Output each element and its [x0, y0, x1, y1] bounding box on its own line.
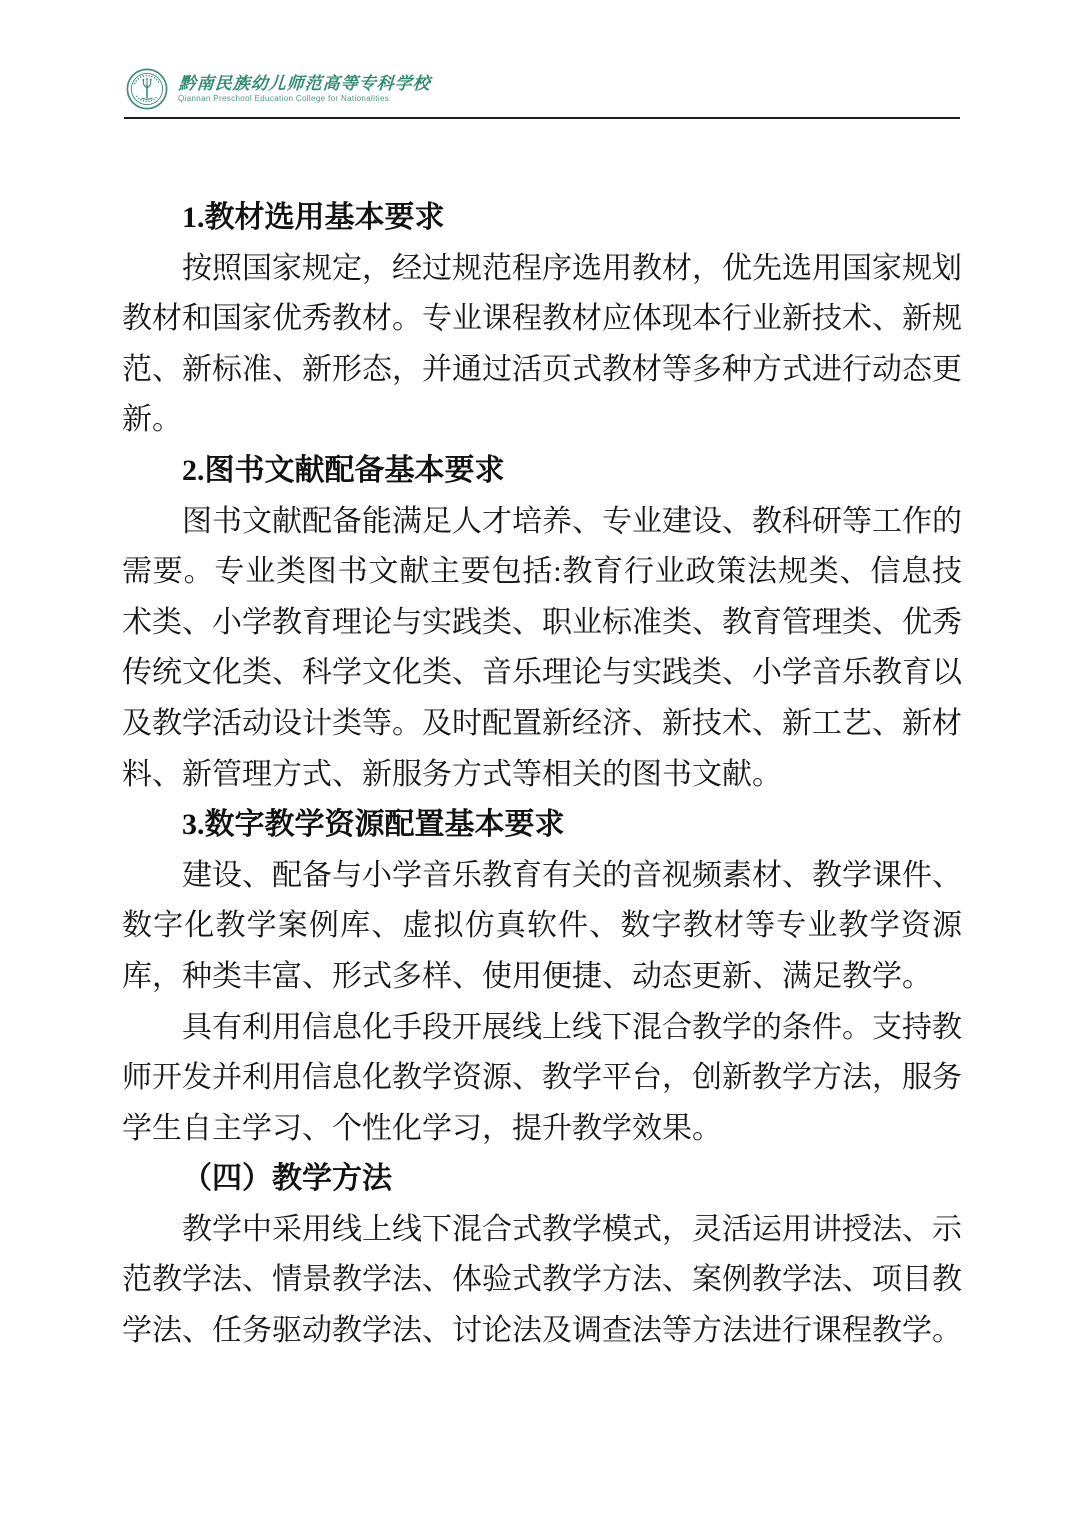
section-teaching-methods [122, 1154, 962, 1356]
paragraph: 图书文献配备能满足人才培养、专业建设、教科研等工作的需要。专业类图书文献主要包括:教育行业政策法规类、信息技术类、小学教育理论与实践类、职业标准类、教育管理类、优秀传统文化类、科学文化类、音乐理论与实践类、小学音乐教育以及教学活动设计类等。及时配置新经济、新技术、新工艺、新材料、新管理方式、新服务方式等相关的图书文献。 [122, 504, 962, 791]
section-textbook-selection [122, 193, 962, 446]
document-body [122, 193, 962, 1357]
section-library-resources [122, 446, 962, 800]
section-heading: （四）教学方法 [182, 1162, 392, 1196]
section-heading: 2.图书文献配备基本要求 [182, 453, 505, 487]
school-seal-tree-icon [126, 68, 168, 110]
paragraph: 建设、配备与小学音乐教育有关的音视频素材、教学课件、数字化教学案例库、虚拟仿真软件、数字教材等专业教学资源库，种类丰富、形式多样、使用便捷、动态更新、满足教学。 [122, 858, 962, 993]
paragraph: 具有利用信息化手段开展线上线下混合教学的条件。支持教师开发并利用信息化教学资源、教学平台，创新教学方法，服务学生自主学习、个性化学习，提升教学效果。 [122, 1010, 962, 1145]
school-name-en: Qiannan Preschool Education College for Nationalities [178, 94, 390, 104]
paragraph: 教学中采用线上线下混合式教学模式，灵活运用讲授法、示范教学法、情景教学法、体验式教学方法、案例教学法、项目教学法、任务驱动教学法、讨论法及调查法等方法进行课程教学。 [122, 1212, 962, 1348]
header-divider [124, 117, 960, 119]
paragraph: 按照国家规定，经过规范程序选用教材，优先选用国家规划教材和国家优秀教材。专业课程教材应体现本行业新技术、新规范、新标准、新形态，并通过活页式教材等多种方式进行动态更新。 [122, 251, 962, 437]
section-heading: 3.数字教学资源配置基本要求 [182, 808, 565, 842]
letterhead [126, 68, 430, 110]
section-digital-resources [122, 800, 962, 1154]
school-name-zh: 黔南民族幼儿师范高等专科学校 [178, 73, 432, 93]
letterhead-text [178, 74, 430, 104]
section-heading: 1.教材选用基本要求 [182, 201, 445, 234]
